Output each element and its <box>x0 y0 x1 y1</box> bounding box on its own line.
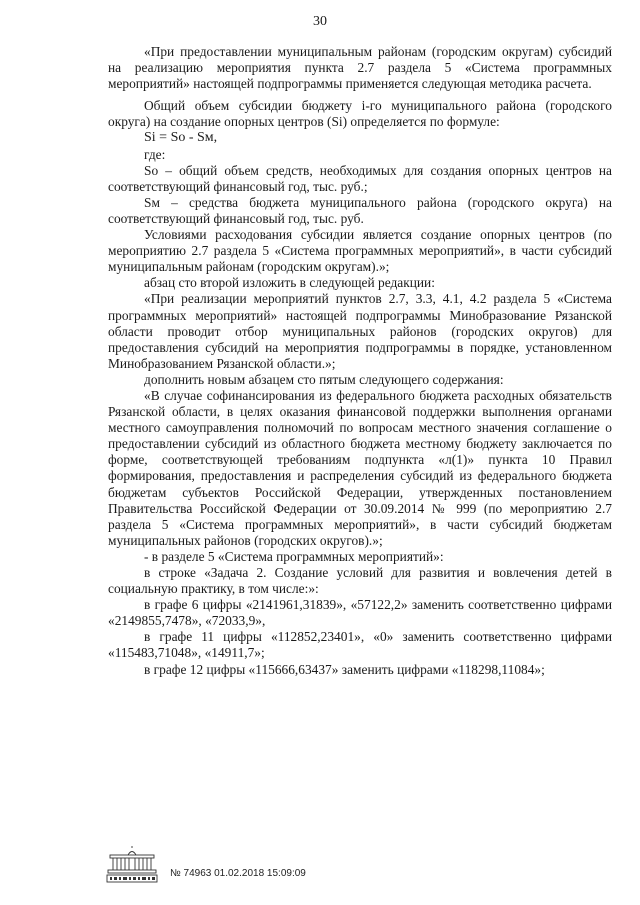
paragraph-column-12: в графе 12 цифры «115666,63437» заменить цифрами «118298,11084»; <box>144 661 545 677</box>
paragraph-so-definition: So – общий объем средств, необходимых для создания опорных центров на соответствующий финансовый год, тыс. руб.; <box>108 162 612 194</box>
paragraph-subsidy-volume: Общий объем субсидии бюджету i-го муниципального района (городского округа) на создание опорных центров (Si) определяется по формуле: <box>108 98 612 130</box>
page-footer <box>104 846 624 886</box>
paragraph-task-2-row: в строке «Задача 2. Создание условий для развития и вовлечения детей в социальную практику, в том числе:»: <box>108 565 612 597</box>
paragraph-amendment-102: абзац сто второй изложить в следующей редакции: <box>144 275 435 291</box>
government-building-stamp-icon <box>104 846 160 884</box>
document-registration-id: № 74963 01.02.2018 15:09:09 <box>170 868 306 879</box>
paragraph-section-5: - в разделе 5 «Система программных мероприятий»: <box>144 548 444 564</box>
paragraph-column-11: в графе 11 цифры «112852,23401», «0» заменить соответственно цифрами «115483,71048», «14911,7»; <box>108 629 612 661</box>
paragraph-column-6: в графе 6 цифры «2141961,31839», «57122,2» заменить соответственно цифрами «2149855,7478», «72033,9», <box>108 597 612 629</box>
paragraph-selection-procedure: «При реализации мероприятий пунктов 2.7, 3.3, 4.1, 4.2 раздела 5 «Система программных мероприятий» настоящей подпрограммы Минобразование Рязанской области проводит отбор муниципальных районов (городских округов) для предоставления субсидий на мероприятия подпрограммы в порядке, установленном Минобразованием Рязанской области.»; <box>108 291 612 371</box>
paragraph-where: где: <box>144 146 166 162</box>
formula: Si = So - Sм, <box>144 130 218 146</box>
paragraph-amendment-105: дополнить новым абзацем сто пятым следующего содержания: <box>144 371 504 387</box>
paragraph-cofinancing: «В случае софинансирования из федерального бюджета расходных обязательств Рязанской области, в целях оказания финансовой поддержки выполнения органами местного самоуправления полномочий по вопросам местного значения соглашение о предоставлении субсидий из областного бюджета местному бюджету заключается по форме, соответствующей требованиям подпункта «л(1)» пункта 10 Правил формирования, предоставления и распределения субсидий из федерального бюджета бюджетам субъектов Российской Федерации, утвержденных постановлением Правительства Российской Федерации от 30.09.2014 № 999 (по мероприятию 2.7 раздела 5 «Система программных мероприятий», в части субсидий бюджетам муниципальных районов (городских округов).»; <box>108 387 612 548</box>
document-body <box>108 44 612 678</box>
paragraph-conditions: Условиями расходования субсидии является создание опорных центров (по мероприятию 2.7 раздела 5 «Система программных мероприятий», в части субсидий муниципальным районам (городским округам).»; <box>108 227 612 275</box>
page-number: 30 <box>313 14 327 29</box>
paragraph-sm-definition: Sм – средства бюджета муниципального района (городского округа) на соответствующий финансовый год, тыс. руб. <box>108 194 612 226</box>
paragraph-methodology-intro: «При предоставлении муниципальным районам (городским округам) субсидий на реализацию мероприятия пункта 2.7 раздела 5 «Система программных мероприятий» настоящей подпрограммы применяется следующая методика расчета. <box>108 44 612 92</box>
